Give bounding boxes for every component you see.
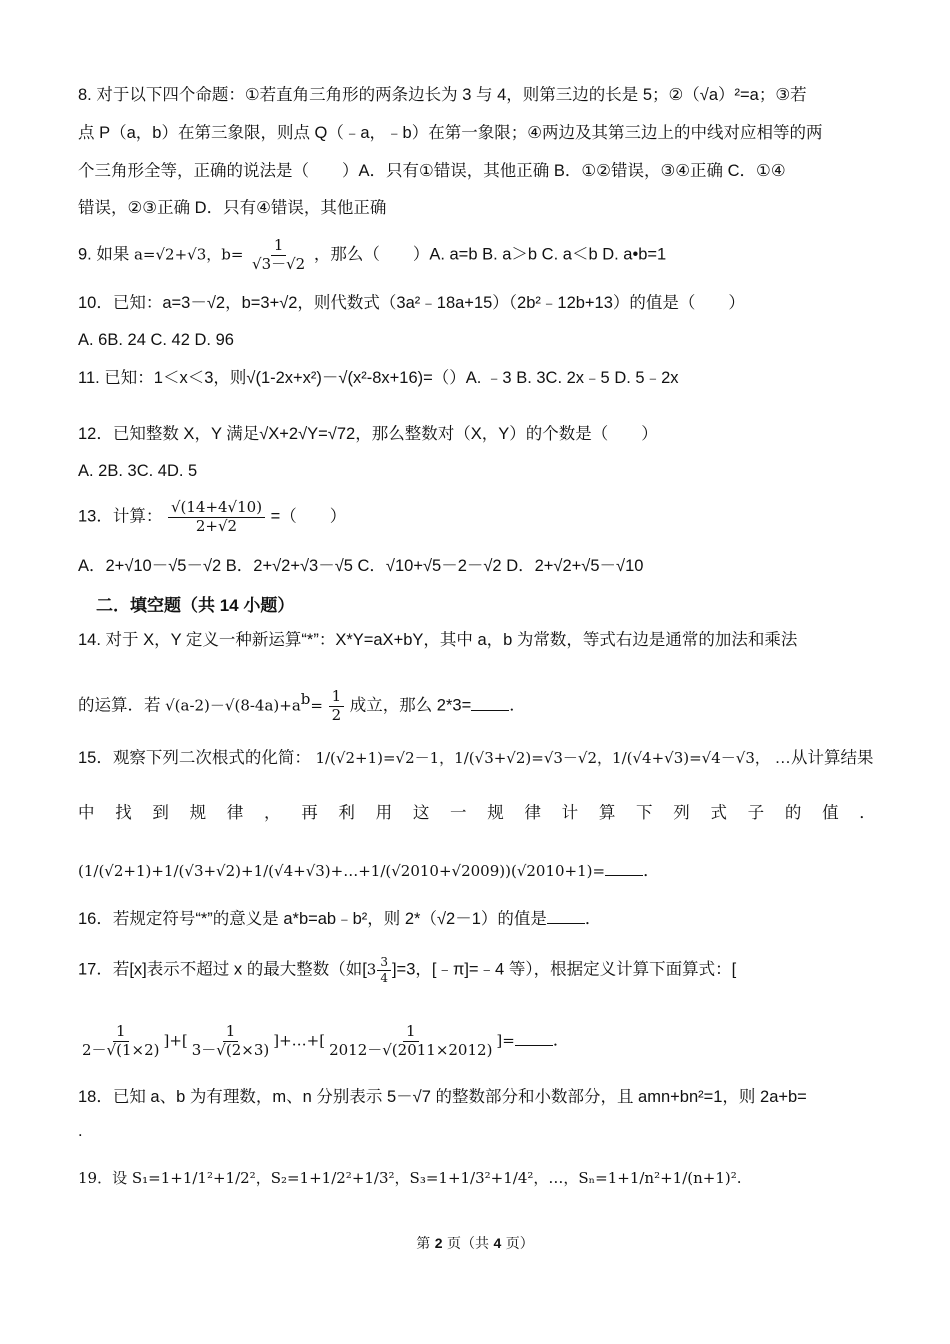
q14-half-fraction [329,686,345,724]
q17-line2 [78,1024,876,1059]
q17-mixed-whole: 3 [366,960,377,979]
q13-fraction [168,500,265,535]
q9-b-fraction [249,238,308,273]
q17-mixed-numerator: 3 [377,956,391,971]
q12-line2: A. 2B. 3C. 4D. 5 [78,462,198,480]
answer-blank[interactable] [547,909,585,924]
q9-a-expr: a=√2+√3，b= [133,245,244,264]
q8-line3: 个三角形全等，正确的说法是（ ）A．只有①错误，其他正确 B．①②错误，③④正确 C．①④ [78,162,786,180]
q15-char: 计 [561,804,579,822]
q15-char: 律 [226,804,244,822]
page-footer [0,1233,950,1253]
q12-line1: 12．已知整数 X，Y 满足√X+2√Y=√72，那么整数对（X，Y）的个数是（ ） [78,425,658,443]
q15-char: 再 [301,804,318,822]
q15-line2 [78,800,876,826]
page-total: 4 [493,1235,502,1251]
q17-dots: ]+…+[ [273,1031,326,1050]
q14-half-denominator: 2 [331,705,342,724]
q8-line4: 错误，②③正确 D．只有④错误，其他正确 [78,199,387,217]
q19-text: 19．设 S₁=1+1/1²+1/2²，S₂=1+1/2²+1/3²，S₃=1+1/3²+1/4²，…，Sₙ=1+1/n²+1/(n+1)². [78,1169,742,1187]
q8-line2: 点 P（a，b）在第三象限，则点 Q（﹣a，﹣b）在第一象限；④两边及其第三边上的中线对应相等的两 [78,124,823,142]
q17-term1 [79,1024,162,1059]
q17-mixed-denominator: 4 [380,970,388,985]
q15-end: ． [643,862,660,880]
q18-line2: . [78,1122,83,1140]
q9-prefix: 9. 如果 [78,245,130,264]
q16 [78,906,876,932]
q15-char: 这 [412,804,430,822]
q15-char: 用 [375,804,393,822]
q13-prefix: 13．计算： [78,507,163,526]
q15-char: 算 [598,804,616,822]
q14-exponent: b [300,690,311,708]
page-number: 2 [434,1235,443,1251]
q14-line2-text: 的运算．若 [78,696,161,715]
q15-char: 规 [189,804,207,822]
q15-char: 中 [78,804,95,822]
q17-close: ]= [496,1031,515,1050]
answer-blank[interactable] [515,1031,553,1046]
q15-line1 [78,745,876,771]
footer-mid: 页（共 [447,1236,489,1252]
q15-char: 一 [450,804,467,822]
q15-char: 律 [524,804,541,822]
q15-char: 到 [152,804,169,822]
q17-term2 [189,1024,272,1059]
q15-char: 利 [338,804,355,822]
q17-term2-numerator: 1 [223,1024,239,1042]
q18-line1: 18．已知 a、b 为有理数，m、n 分别表示 5－√7 的整数部分和小数部分，且 amn+bn²=1，则 2a+b= [78,1088,807,1106]
q15-char: 找 [115,804,132,822]
q14-line2-tail: 成立，那么 2*3= [349,696,472,715]
q13-suffix: =（ ） [270,507,347,526]
q17-term3-denominator: 2012－√(2011×2012) [329,1040,493,1059]
q14-equals: = [310,696,323,715]
q15-char: 式 [710,804,727,822]
q15-char: ． [859,804,876,822]
answer-blank[interactable] [605,861,643,876]
q13-denominator: 2+√2 [195,516,238,535]
q17-term1-denominator: 2－√(1×2) [82,1040,160,1059]
q17-term1-numerator: 1 [113,1024,129,1042]
q16-text: 16．若规定符号“*”的意义是 a*b=ab﹣b²，则 2*（√2－1）的值是 [78,910,547,928]
q17-mixed-fraction [377,956,391,984]
q16-end: ． [584,910,602,928]
section-heading: 二．填空题（共 14 小题） [96,596,295,615]
q9-b-numerator: 1 [271,238,287,256]
q17-text-a: 17．若[x]表示不超过 x 的最大整数（如[ [78,960,367,979]
q17-term3-numerator: 1 [403,1024,419,1042]
q17-text-b: ]=3，[﹣π]=﹣4 等），根据定义计算下面算式：[ [391,960,737,979]
q15-char: 列 [673,804,690,822]
q14-half-numerator: 1 [329,689,345,707]
q15-intro-tail: …从计算结果 [774,749,874,767]
q14-end: ． [509,696,526,715]
q15-char: 下 [636,804,653,822]
q15-char: 子 [747,804,765,822]
q10-line1: 10．已知：a=3－√2，b=3+√2，则代数式（3a²﹣18a+15）（2b²﹣12b+13）的值是（ ） [78,294,745,312]
q11: 11. 已知：1＜x＜3，则√(1-2x+x²)－√(x²-8x+16)=（）A. ﹣3 B. 3C. 2x﹣5 D. 5﹣2x [78,369,679,387]
q14-line2 [78,686,876,723]
q17-term2-denominator: 3－√(2×3) [191,1040,270,1059]
q9-b-denominator: √3－√2 [252,254,306,273]
q17-line1 [78,956,876,984]
q10-line2: A. 6B. 24 C. 42 D. 96 [78,331,234,349]
q9 [78,238,876,273]
q15-char: 值 [822,804,839,822]
q13-numerator: √(14+4√10) [168,500,265,518]
q15-intro: 15．观察下列二次根式的化简： [78,749,311,767]
q14-expression: √(a-2)－√(8-4a)+a [165,696,301,715]
q13 [78,500,876,535]
q15-char: 规 [487,804,504,822]
q9-rest: ，那么（ ）A. a=b B. a＞b C. a＜b D. a•b=1 [313,245,667,264]
q14-line1: 14. 对于 X，Y 定义一种新运算“*”：X*Y=aX+bY，其中 a，b 为常数，等式右边是通常的加法和乘法 [78,631,798,649]
answer-blank[interactable] [471,696,509,711]
q15-line3 [78,858,876,884]
footer-pre: 第 [416,1236,431,1252]
q13-options: A．2+√10－√5－√2 B．2+√2+√3－√5 C．√10+√5－2－√2 D．2+√2+√5－√10 [78,557,644,575]
footer-post: 页） [505,1236,534,1252]
q17-end: ． [552,1031,570,1050]
q17-mid: ]+[ [163,1031,188,1050]
q19 [78,1165,876,1191]
q15-char: ， [264,804,281,822]
q15-chain: 1/(√2+1)=√2－1，1/(√3+√2)=√3－√2，1/(√4+√3)=√4－√3， [315,749,770,767]
q15-sum-expression: (1/(√2+1)+1/(√3+√2)+1/(√4+√3)+…+1/(√2010+√2009))(√2010+1)= [78,862,606,880]
q17-term3 [326,1024,495,1059]
q15-char: 的 [784,804,802,822]
q8-line1: 8. 对于以下四个命题：①若直角三角形的两条边长为 3 与 4，则第三边的长是 5；②（√a）²=a；③若 [78,86,807,104]
